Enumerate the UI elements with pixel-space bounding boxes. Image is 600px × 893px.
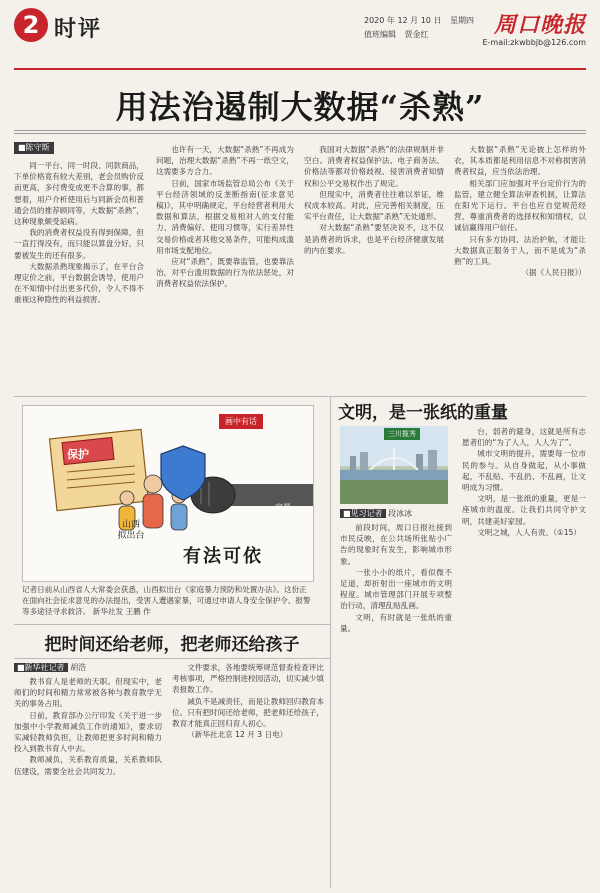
section-title: 时评	[54, 17, 103, 42]
article1-source: （据《人民日报》）	[521, 268, 586, 278]
article3-column-2	[462, 426, 586, 886]
article2-headline: 把时间还给老师，把老师还给孩子	[44, 635, 300, 655]
paper-email: E-mail:zkwbbjb@126.com	[482, 38, 586, 47]
masthead-info	[364, 14, 480, 42]
article1-paragraph: 相关部门应加强对平台定价行为的监管，建立健全算法审查机制，让算法在阳光下运行。平台也应自觉规范经营，尊重消费者的选择权和知情权，以诚信赢得用户信任。	[454, 178, 586, 233]
article3-headline: 文明，是一张纸的重量	[338, 403, 508, 423]
article1-paragraph: 但现实中，消费者往往难以举证，维权成本较高。对此，应完善相关制度，压实平台责任，让大数据“杀熟”无处遁形。	[304, 189, 444, 222]
section-divider	[14, 396, 586, 397]
article1-paragraph: 大数据“杀熟”无论披上怎样的外衣，其本质都是利用信息不对称损害消费者权益，应当依法治理。	[454, 145, 586, 177]
cartoon-badge: 画中有话	[219, 414, 263, 429]
article1-column-3	[304, 144, 444, 392]
article1-paragraph: 只有多方协同、法治护航，才能让大数据真正服务于人，而不是成为“杀熟”的工具。	[454, 234, 586, 267]
paper-logo: 周口晚报	[493, 13, 586, 38]
article3-paragraph: 台，弱者的避身，这就是所有志愿者们的“为了人人，人人为了”。	[462, 427, 586, 448]
editor-name: 贾金红	[404, 30, 429, 39]
issue-weekday: 星期四	[449, 16, 474, 25]
photo-label: 三川揽秀	[384, 428, 420, 440]
headline-rule-bottom	[14, 133, 586, 134]
cartoon-left-label: 山西 拟出台	[117, 520, 145, 541]
article1-byline: ■陈守斯	[14, 142, 54, 154]
article3-byline	[340, 508, 412, 519]
article3-paragraph: 城市文明的提升，需要每一位市民的参与。从自身做起，从小事做起，不乱贴、不乱扔、不乱画，让文明成为习惯。	[462, 449, 586, 493]
cartoon-fist-label: 家暴	[275, 503, 291, 512]
headline-rule-top	[14, 130, 586, 131]
masthead-rule	[14, 68, 586, 70]
article1-paragraph: 同一平台、同一时段、同款商品，下单价格竟有较大差别，老会员购价反而更高，多付费变成更不合算的事，都想着，用户介析使用后与同新会员和普通会员的推荐顾同等，大数据“杀熟”，这种现象颇受诟病。	[14, 161, 144, 227]
article1-column-1	[14, 160, 144, 398]
article1-paragraph: 应对“杀熟”，既要靠监管，也要靠法治，对平台滥用数据的行为依法惩处，对消费者权益依法保护。	[156, 257, 294, 289]
article1-paragraph: 大数据杀熟现象揭示了，在平台合理定价之前，平台数据会诱导，使用户在不知情中付出更多代价，令人不得不重视这种隐性的利益损害。	[14, 261, 144, 305]
issue-date: 2020 年 12 月 10 日	[364, 16, 442, 25]
article2-column-1	[14, 676, 162, 886]
article1-paragraph: 日前，国家市场监管总局公布《关于平台经济领域的反垄断指南(征求意见稿)》，其中明确规定，平台经营者利用大数据和算法，根据交易相对人的支付能力、消费偏好、使用习惯等，实行差异性交易价格或者其他交易条件，可能构成滥用市场支配地位。	[156, 178, 294, 255]
article1-paragraph: 也许有一天，大数据“杀熟”不再成为问题，治理大数据“杀熟”不再一纸空文，这需要多方合力。	[156, 145, 294, 177]
article2-paragraph: 教师减负，关系教育质量，关系教师队伍建设，需要全社会共同发力。	[14, 755, 162, 776]
editor-label: 值班编辑	[364, 30, 396, 39]
article1-paragraph: 我的消费者权益没有得到保障，但一直打得没有，而只能以算盘分好，只要被发生的还有很多。	[14, 228, 144, 260]
article2-paragraph: 教书育人是老师的天职。但现实中，老师们的时间和精力常常被各种与教育教学无关的事务占用。	[14, 677, 162, 709]
article3-photo	[340, 426, 448, 504]
article1-paragraph: 对大数据“杀熟”要坚决说不，这不仅是消费者的诉求，也是平台经济健康发展的内在要求。	[304, 223, 444, 255]
article2-byline-name: 胡浩	[70, 663, 87, 672]
section-divider	[14, 624, 330, 625]
article3-paragraph: 文明之城，人人有责。（①15）	[477, 527, 581, 537]
cartoon-sign-text: 保护	[67, 448, 89, 461]
article3-paragraph: 一张小小的纸片，看似微不足道，却折射出一座城市的文明程度。城市管理部门开展专项整治行动，清理乱贴乱画。	[340, 567, 452, 611]
masthead	[14, 8, 586, 66]
article2-paragraph: 文件要求，各地要统筹规范督查检查评比考核事项，严格控制进校园活动，切实减少填表报数工作。	[172, 663, 324, 695]
page-number-badge: 2	[14, 8, 48, 42]
article2-paragraph: （新华社北京 12 月 3 日电）	[187, 730, 288, 740]
article2-paragraph: 减负不是减责任，而是让教师回归教育本位。只有把时间还给老师，把老师还给孩子，教育才能真正回归育人初心。	[172, 696, 324, 729]
article2-byline-tag: ■新华社记者	[14, 663, 68, 672]
article2-rule	[14, 658, 330, 659]
article3-column-1	[340, 522, 452, 886]
cartoon-caption: 记者日前从山西省人大常委会获悉，山西拟出台《家庭暴力预防和处置办法》。这份正在面向社会征求意见的办法提出，受害人遭遇家暴，可通过申请人身安全保护令、报警等多途径寻求救济。 新华社发 王鹏 作	[22, 585, 311, 616]
article2-byline	[14, 662, 86, 673]
article3-byline-name: 段冰冰	[388, 509, 413, 518]
cartoon-title: 有法可依	[183, 546, 263, 567]
article1-headline: 用法治遏制大数据“杀熟”	[115, 88, 485, 126]
article3-paragraph: 文明，是一张纸的重量，更是一座城市的温度。让我们共同守护文明，共建美好家园。	[462, 494, 586, 526]
article1-column-4	[454, 144, 586, 392]
article2-paragraph: 日前，教育部办公厅印发《关于进一步加强中小学教师减负工作的通知》，要求切实减轻教师负担，让教师把更多时间和精力投入到教书育人中去。	[14, 710, 162, 754]
article3-byline-tag: ■见习记者	[340, 509, 386, 518]
article3-paragraph: 前段时间，周口日报社接到市民反映，在公共场所张贴小广告的现象时有发生，影响城市形象。	[340, 523, 452, 566]
cartoon-art	[23, 406, 313, 581]
cartoon-illustration	[22, 405, 314, 582]
article2-column-2	[172, 662, 324, 886]
column-divider	[330, 396, 331, 888]
article1-paragraph: 我国对大数据“杀熟”的法律规制并非空白。消费者权益保护法、电子商务法、价格法等都对价格歧视、侵害消费者知情权和公平交易权作出了规定。	[304, 145, 444, 188]
article3-paragraph: 文明，有时就是一张纸的重量。	[340, 612, 452, 633]
article1-column-2	[156, 144, 294, 398]
